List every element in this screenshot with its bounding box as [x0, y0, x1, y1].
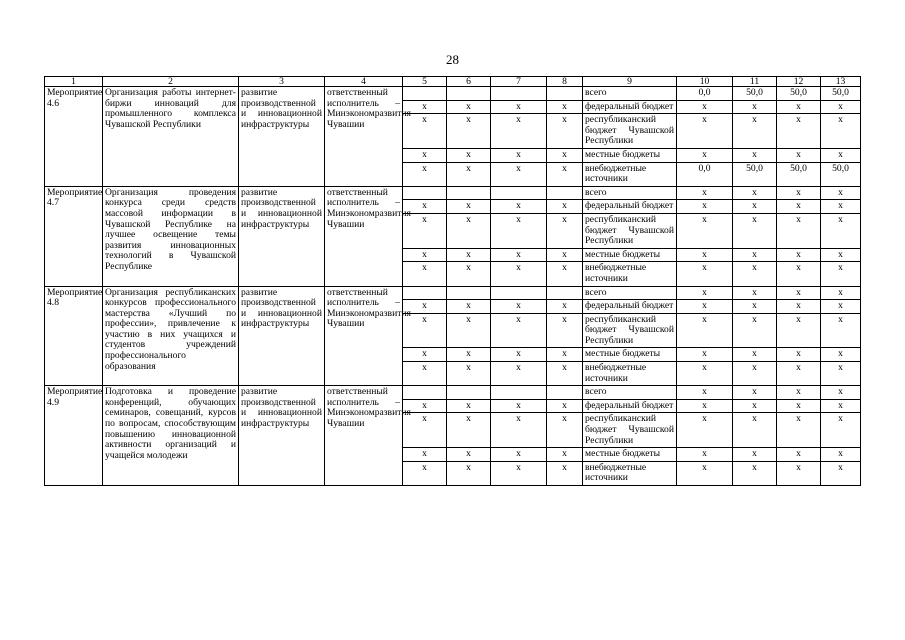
amount-cell: x: [733, 262, 777, 286]
amount-cell: x: [733, 413, 777, 448]
code-cell: x: [547, 248, 583, 262]
header-cell: 10: [677, 77, 733, 87]
code-cell: x: [547, 300, 583, 314]
code-cell: x: [491, 413, 547, 448]
amount-cell: x: [677, 386, 733, 400]
amount-cell: x: [677, 300, 733, 314]
amount-cell: x: [733, 313, 777, 348]
code-cell: [491, 87, 547, 101]
amount-cell: x: [677, 148, 733, 162]
code-cell: x: [491, 262, 547, 286]
measure-executor: ответственный исполнитель – Минэкономразвития Чувашии: [325, 386, 403, 486]
code-cell: x: [547, 399, 583, 413]
amount-cell: x: [677, 248, 733, 262]
amount-cell: x: [821, 461, 861, 485]
header-cell: 4: [325, 77, 403, 87]
code-cell: x: [447, 148, 491, 162]
code-cell: [447, 386, 491, 400]
amount-cell: x: [733, 186, 777, 200]
table-row: [45, 286, 861, 300]
header-cell: 13: [821, 77, 861, 87]
amount-cell: x: [777, 413, 821, 448]
amount-cell: x: [777, 461, 821, 485]
header-cell: 9: [583, 77, 677, 87]
code-cell: x: [491, 313, 547, 348]
amount-cell: x: [821, 114, 861, 149]
amount-cell: x: [777, 100, 821, 114]
code-cell: [447, 186, 491, 200]
code-cell: x: [403, 461, 447, 485]
code-cell: x: [491, 362, 547, 386]
header-cell: 2: [103, 77, 239, 87]
measure-subprogram: развитие производственной и инновационной инфраструктуры: [239, 87, 325, 187]
amount-cell: x: [777, 148, 821, 162]
header-cell: 3: [239, 77, 325, 87]
measure-name: Организация республиканских конкурсов профессионального мастерства «Лучший по профессии», привлечение к участию в них учащихся и студентов учреждений профессионального образования: [103, 286, 239, 386]
code-cell: [403, 286, 447, 300]
code-cell: x: [403, 148, 447, 162]
amount-cell: x: [733, 200, 777, 214]
funding-source: федеральный бюджет: [583, 100, 677, 114]
code-cell: x: [547, 148, 583, 162]
amount-cell: x: [677, 262, 733, 286]
amount-cell: x: [821, 262, 861, 286]
code-cell: x: [447, 162, 491, 186]
amount-cell: 50,0: [733, 162, 777, 186]
amount-cell: x: [677, 100, 733, 114]
code-cell: x: [447, 362, 491, 386]
amount-cell: x: [821, 362, 861, 386]
amount-cell: x: [677, 213, 733, 248]
amount-cell: x: [821, 300, 861, 314]
amount-cell: x: [733, 461, 777, 485]
funding-source: всего: [583, 186, 677, 200]
code-cell: x: [491, 348, 547, 362]
code-cell: x: [491, 300, 547, 314]
page-number: 28: [446, 52, 459, 67]
code-cell: x: [491, 461, 547, 485]
measure-executor: ответственный исполнитель – Минэкономразвития Чувашии: [325, 186, 403, 286]
funding-source: республиканский бюджет Чувашской Республики: [583, 313, 677, 348]
code-cell: [491, 186, 547, 200]
code-cell: x: [547, 461, 583, 485]
code-cell: x: [403, 399, 447, 413]
code-cell: x: [547, 114, 583, 149]
code-cell: x: [447, 313, 491, 348]
code-cell: x: [447, 413, 491, 448]
amount-cell: x: [677, 399, 733, 413]
amount-cell: x: [677, 448, 733, 462]
code-cell: x: [447, 448, 491, 462]
code-cell: x: [547, 413, 583, 448]
code-cell: x: [447, 100, 491, 114]
amount-cell: x: [777, 300, 821, 314]
funding-source: местные бюджеты: [583, 348, 677, 362]
amount-cell: x: [733, 386, 777, 400]
table-body: [45, 77, 861, 486]
amount-cell: x: [733, 362, 777, 386]
code-cell: x: [491, 213, 547, 248]
header-cell: 12: [777, 77, 821, 87]
code-cell: x: [491, 200, 547, 214]
code-cell: x: [403, 362, 447, 386]
amount-cell: x: [677, 186, 733, 200]
code-cell: x: [491, 114, 547, 149]
measure-subprogram: развитие производственной и инновационной инфраструктуры: [239, 186, 325, 286]
code-cell: x: [547, 213, 583, 248]
funding-source: всего: [583, 286, 677, 300]
amount-cell: x: [777, 399, 821, 413]
header-cell: 6: [447, 77, 491, 87]
code-cell: x: [547, 362, 583, 386]
code-cell: [491, 386, 547, 400]
funding-source: федеральный бюджет: [583, 399, 677, 413]
amount-cell: x: [821, 100, 861, 114]
amount-cell: x: [677, 461, 733, 485]
amount-cell: x: [733, 448, 777, 462]
measure-name: Организация проведения конкурса среди средств массовой информации в Чувашской Республике на лучшее освещение темы развития инновационных технологий в Чувашской Республике: [103, 186, 239, 286]
code-cell: x: [403, 313, 447, 348]
amount-cell: x: [777, 200, 821, 214]
code-cell: x: [547, 448, 583, 462]
header-cell: 11: [733, 77, 777, 87]
amount-cell: x: [677, 286, 733, 300]
amount-cell: x: [733, 348, 777, 362]
amount-cell: x: [777, 262, 821, 286]
code-cell: x: [403, 162, 447, 186]
program-table: [44, 76, 861, 486]
funding-source: местные бюджеты: [583, 148, 677, 162]
code-cell: x: [491, 448, 547, 462]
amount-cell: x: [733, 100, 777, 114]
amount-cell: x: [777, 186, 821, 200]
code-cell: x: [403, 413, 447, 448]
code-cell: [547, 286, 583, 300]
measure-name: Подготовка и проведение конференций, обучающих семинаров, совещаний, курсов по вопросам, способствующим повышению инновационной активности организаций и учащейся молодежи: [103, 386, 239, 486]
amount-cell: x: [777, 386, 821, 400]
table-row: [45, 386, 861, 400]
code-cell: x: [403, 114, 447, 149]
amount-cell: x: [821, 313, 861, 348]
funding-source: местные бюджеты: [583, 448, 677, 462]
amount-cell: 50,0: [821, 87, 861, 101]
table-row: [45, 87, 861, 101]
code-cell: [547, 386, 583, 400]
funding-source: федеральный бюджет: [583, 300, 677, 314]
measure-executor: ответственный исполнитель – Минэкономразвития Чувашии: [325, 286, 403, 386]
amount-cell: x: [777, 448, 821, 462]
code-cell: x: [491, 162, 547, 186]
code-cell: [491, 286, 547, 300]
measure-subprogram: развитие производственной и инновационной инфраструктуры: [239, 386, 325, 486]
header-cell: 7: [491, 77, 547, 87]
code-cell: [547, 186, 583, 200]
amount-cell: x: [677, 413, 733, 448]
amount-cell: x: [821, 148, 861, 162]
code-cell: x: [491, 248, 547, 262]
code-cell: x: [547, 313, 583, 348]
code-cell: x: [447, 262, 491, 286]
amount-cell: x: [677, 200, 733, 214]
code-cell: [547, 87, 583, 101]
code-cell: x: [447, 248, 491, 262]
amount-cell: x: [677, 114, 733, 149]
amount-cell: x: [777, 286, 821, 300]
measure-subprogram: развитие производственной и инновационной инфраструктуры: [239, 286, 325, 386]
funding-source: внебюджетные источники: [583, 162, 677, 186]
code-cell: [447, 87, 491, 101]
code-cell: x: [547, 100, 583, 114]
amount-cell: 0,0: [677, 87, 733, 101]
amount-cell: 50,0: [821, 162, 861, 186]
code-cell: x: [403, 262, 447, 286]
code-cell: x: [447, 461, 491, 485]
amount-cell: x: [733, 399, 777, 413]
header-cell: 8: [547, 77, 583, 87]
header-row: [45, 77, 861, 87]
amount-cell: x: [733, 213, 777, 248]
amount-cell: x: [733, 286, 777, 300]
amount-cell: 50,0: [733, 87, 777, 101]
amount-cell: x: [821, 386, 861, 400]
amount-cell: x: [821, 213, 861, 248]
code-cell: [403, 386, 447, 400]
amount-cell: x: [821, 348, 861, 362]
code-cell: x: [447, 200, 491, 214]
code-cell: x: [403, 213, 447, 248]
funding-source: внебюджетные источники: [583, 262, 677, 286]
amount-cell: x: [821, 448, 861, 462]
measure-executor: ответственный исполнитель – Минэкономразвития Чувашии: [325, 87, 403, 187]
amount-cell: 50,0: [777, 162, 821, 186]
amount-cell: x: [821, 186, 861, 200]
amount-cell: x: [677, 348, 733, 362]
measure-name: Организация работы интернет-биржи инноваций для промышленного комплекса Чувашской Республики: [103, 87, 239, 187]
funding-source: всего: [583, 87, 677, 101]
amount-cell: x: [821, 399, 861, 413]
code-cell: x: [403, 348, 447, 362]
amount-cell: x: [777, 248, 821, 262]
code-cell: x: [447, 114, 491, 149]
code-cell: x: [447, 399, 491, 413]
code-cell: x: [403, 448, 447, 462]
funding-source: республиканский бюджет Чувашской Республики: [583, 213, 677, 248]
amount-cell: x: [677, 362, 733, 386]
code-cell: [403, 186, 447, 200]
code-cell: x: [447, 348, 491, 362]
code-cell: x: [447, 300, 491, 314]
amount-cell: x: [733, 248, 777, 262]
code-cell: [403, 87, 447, 101]
amount-cell: x: [777, 213, 821, 248]
amount-cell: x: [677, 313, 733, 348]
code-cell: x: [547, 262, 583, 286]
code-cell: x: [547, 200, 583, 214]
code-cell: x: [491, 148, 547, 162]
code-cell: x: [547, 162, 583, 186]
amount-cell: x: [777, 114, 821, 149]
amount-cell: x: [733, 148, 777, 162]
funding-source: внебюджетные источники: [583, 461, 677, 485]
amount-cell: x: [821, 286, 861, 300]
measure-code: Мероприятие 4.7: [45, 186, 103, 286]
funding-source: республиканский бюджет Чувашской Республики: [583, 413, 677, 448]
code-cell: x: [403, 200, 447, 214]
funding-source: всего: [583, 386, 677, 400]
header-cell: 5: [403, 77, 447, 87]
code-cell: x: [547, 348, 583, 362]
measure-code: Мероприятие 4.8: [45, 286, 103, 386]
amount-cell: x: [777, 348, 821, 362]
table-row: [45, 186, 861, 200]
funding-source: местные бюджеты: [583, 248, 677, 262]
code-cell: x: [403, 300, 447, 314]
code-cell: x: [447, 213, 491, 248]
amount-cell: 0,0: [677, 162, 733, 186]
code-cell: x: [491, 100, 547, 114]
amount-cell: x: [821, 248, 861, 262]
amount-cell: x: [821, 200, 861, 214]
code-cell: x: [403, 248, 447, 262]
code-cell: [447, 286, 491, 300]
measure-code: Мероприятие 4.6: [45, 87, 103, 187]
header-cell: 1: [45, 77, 103, 87]
funding-source: республиканский бюджет Чувашской Республики: [583, 114, 677, 149]
amount-cell: 50,0: [777, 87, 821, 101]
funding-source: федеральный бюджет: [583, 200, 677, 214]
measure-code: Мероприятие 4.9: [45, 386, 103, 486]
amount-cell: x: [733, 114, 777, 149]
amount-cell: x: [777, 362, 821, 386]
code-cell: x: [403, 100, 447, 114]
funding-source: внебюджетные источники: [583, 362, 677, 386]
code-cell: x: [491, 399, 547, 413]
amount-cell: x: [821, 413, 861, 448]
amount-cell: x: [733, 300, 777, 314]
amount-cell: x: [777, 313, 821, 348]
